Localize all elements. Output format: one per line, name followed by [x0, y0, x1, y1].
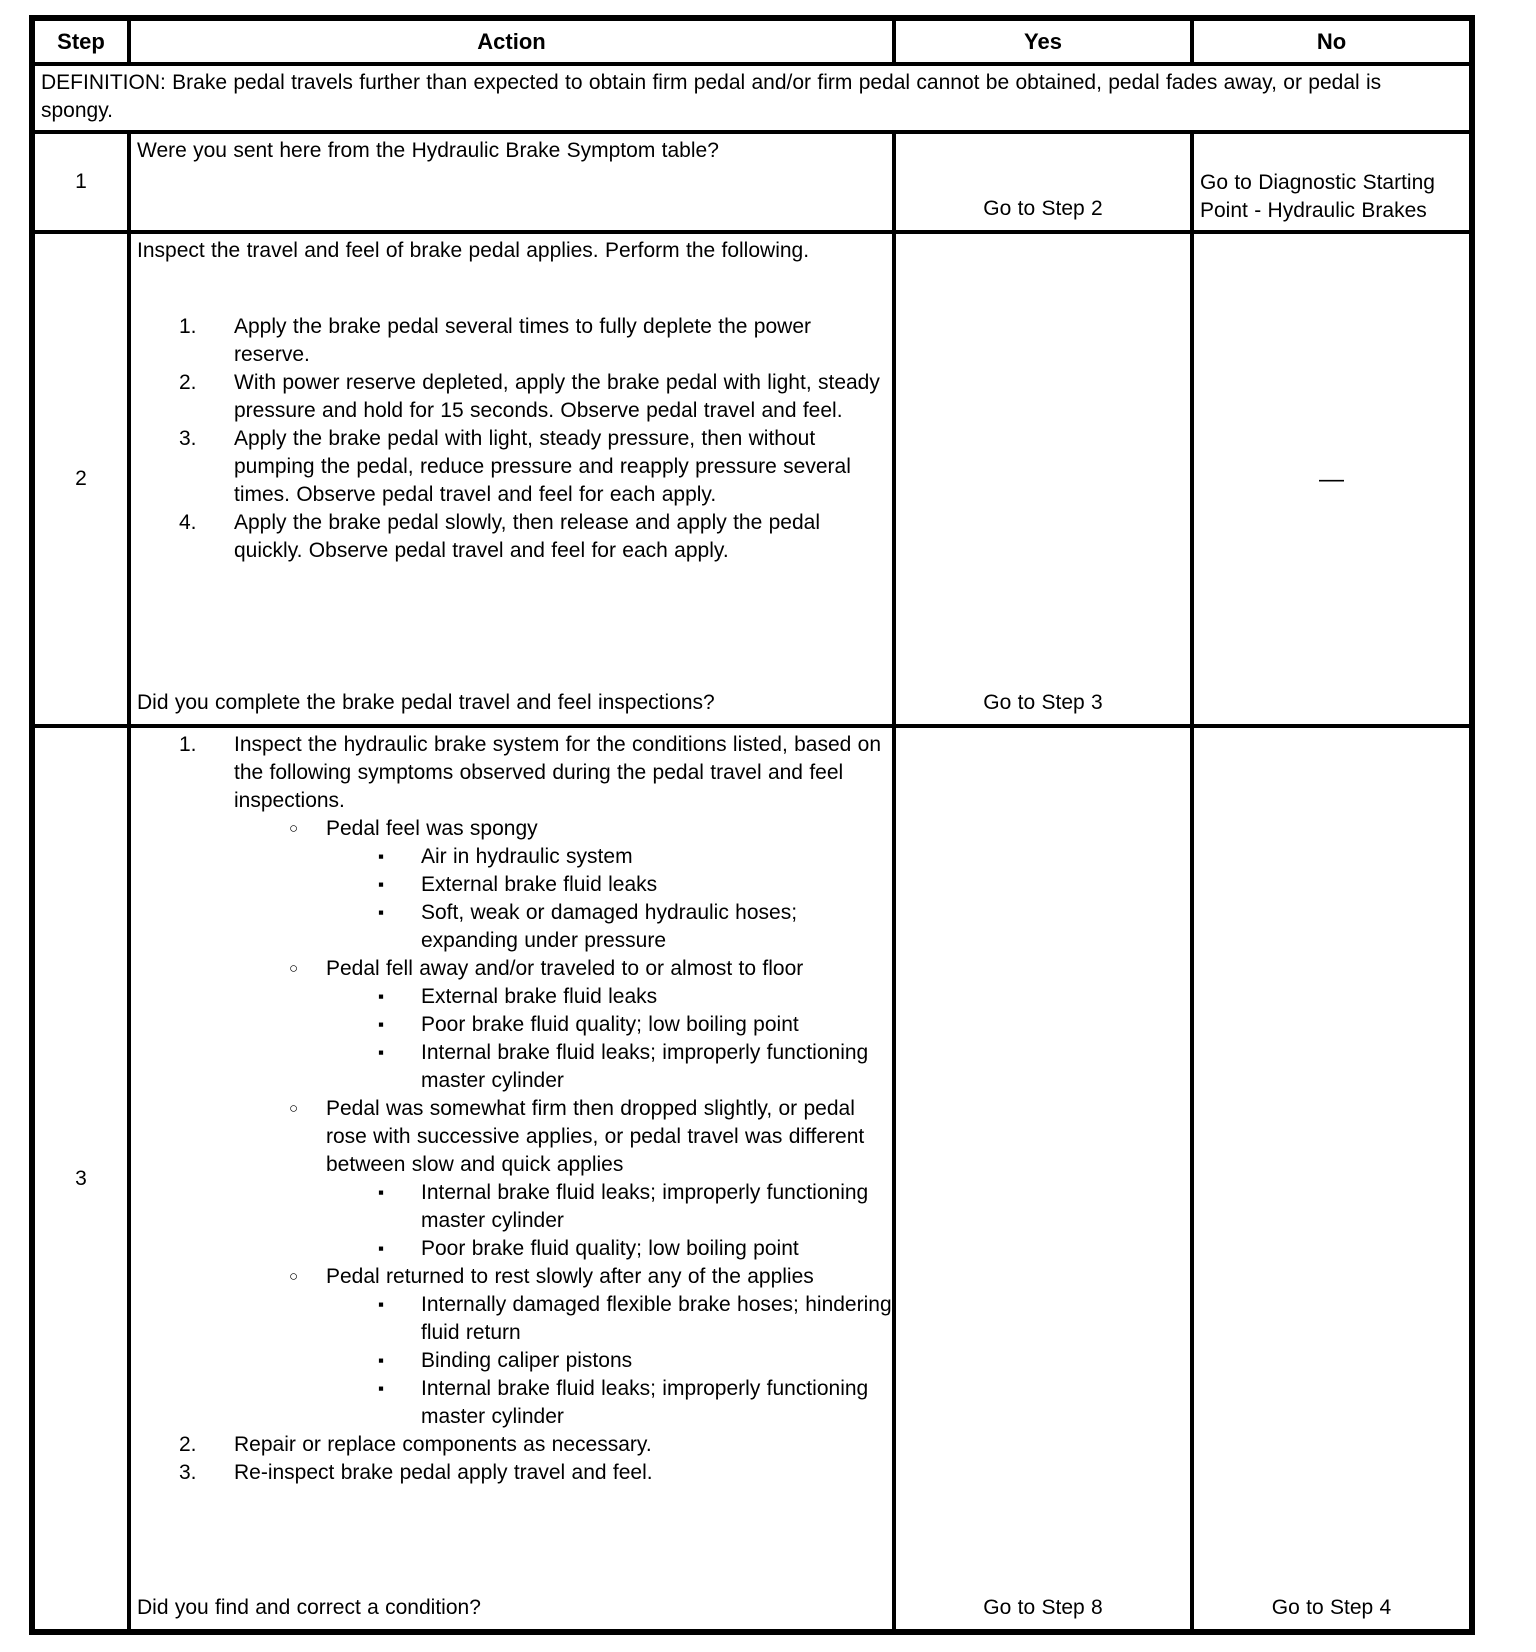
- action-question: Were you sent here from the Hydraulic Brake Symptom table?: [137, 139, 719, 162]
- list-number: 2.: [179, 371, 197, 394]
- yes-cell: Go to Step 2: [894, 132, 1192, 232]
- cause-text: Internally damaged flexible brake hoses; hindering fluid return: [421, 1293, 892, 1344]
- square-bullet-icon: ▪: [378, 1239, 385, 1258]
- cause-item: [378, 1011, 892, 1039]
- list-number: 3.: [179, 427, 197, 450]
- list-number: 4.: [179, 511, 197, 534]
- cause-text: Internal brake fluid leaks; improperly functioning master cylinder: [421, 1377, 869, 1428]
- list-item: [179, 313, 892, 369]
- square-bullet-icon: ▪: [378, 1295, 385, 1314]
- header-row: [32, 18, 1472, 64]
- step-number-cell: 1: [32, 132, 129, 232]
- cause-text: Air in hydraulic system: [421, 845, 633, 868]
- square-bullet-icon: ▪: [378, 1351, 385, 1370]
- square-bullet-icon: ▪: [378, 1043, 385, 1062]
- condition-text: Pedal feel was spongy: [326, 817, 538, 840]
- cause-item: [378, 1039, 892, 1095]
- no-cell: Go to Diagnostic Starting Point - Hydraulic Brakes: [1192, 132, 1472, 232]
- cause-item: [378, 1375, 892, 1431]
- column-header-action: Action: [129, 18, 894, 64]
- square-bullet-icon: ▪: [378, 1379, 385, 1398]
- action-cell: [129, 132, 894, 232]
- cause-text: External brake fluid leaks: [421, 873, 658, 896]
- square-bullet-icon: ▪: [378, 847, 385, 866]
- step-number-cell: 2: [32, 232, 129, 726]
- list-number: 1.: [179, 315, 197, 338]
- action-cell: [129, 726, 894, 1632]
- condition-text: Pedal was somewhat firm then dropped slightly, or pedal rose with successive applies, or pedal travel was different between slow and quick applies: [326, 1097, 865, 1176]
- list-number: 3.: [179, 1461, 197, 1484]
- cause-text: Poor brake fluid quality; low boiling point: [421, 1013, 799, 1036]
- cause-item: [378, 871, 892, 899]
- circle-bullet-icon: ○: [289, 960, 299, 977]
- no-cell: Go to Step 4: [1192, 726, 1472, 1632]
- action-intro: Inspect the travel and feel of brake pedal applies. Perform the following.: [137, 239, 810, 262]
- list-item-text: Apply the brake pedal slowly, then release and apply the pedal quickly. Observe pedal travel and feel for each apply.: [234, 511, 820, 562]
- circle-bullet-icon: ○: [289, 820, 299, 837]
- cause-item: [378, 1291, 892, 1347]
- cause-item: [378, 899, 892, 955]
- cause-item: [378, 843, 892, 871]
- list-item: [179, 1431, 892, 1459]
- step-number-cell: 3: [32, 726, 129, 1632]
- condition-text: Pedal fell away and/or traveled to or almost to floor: [326, 957, 804, 980]
- square-bullet-icon: ▪: [378, 1183, 385, 1202]
- list-item-text: Re-inspect brake pedal apply travel and feel.: [234, 1461, 653, 1484]
- list-item: [179, 1459, 892, 1487]
- action-question: Did you complete the brake pedal travel and feel inspections?: [137, 691, 715, 714]
- definition-row: [32, 64, 1472, 132]
- table-row-step-3: [32, 726, 1472, 1632]
- cause-text: External brake fluid leaks: [421, 985, 658, 1008]
- square-bullet-icon: ▪: [378, 987, 385, 1006]
- list-item: [179, 369, 892, 425]
- cause-item: [378, 1347, 892, 1375]
- cause-item: [378, 1179, 892, 1235]
- cause-text: Internal brake fluid leaks; improperly functioning master cylinder: [421, 1041, 869, 1092]
- list-number: 1.: [179, 733, 197, 756]
- column-header-step: Step: [32, 18, 129, 64]
- cause-text: Internal brake fluid leaks; improperly functioning master cylinder: [421, 1181, 869, 1232]
- diagnostic-table: [29, 15, 1475, 1635]
- cause-item: [378, 1235, 892, 1263]
- action-cell: [129, 232, 894, 726]
- list-item: [179, 425, 892, 509]
- condition-item: [289, 1263, 892, 1431]
- no-cell-dash: —: [1192, 232, 1472, 726]
- numbered-list: [137, 313, 892, 565]
- list-item-text: Repair or replace components as necessary.: [234, 1433, 652, 1456]
- condition-item: [289, 955, 892, 1095]
- yes-cell: Go to Step 3: [894, 232, 1192, 726]
- square-bullet-icon: ▪: [378, 875, 385, 894]
- definition-text: DEFINITION: Brake pedal travels further than expected to obtain firm pedal and/or firm pedal cannot be obtained, pedal fades away, or pedal is spongy.: [32, 64, 1472, 132]
- list-item-text: With power reserve depleted, apply the brake pedal with light, steady pressure and hold for 15 seconds. Observe pedal travel and feel.: [234, 371, 880, 422]
- circle-bullet-icon: ○: [289, 1268, 299, 1285]
- list-item: [179, 509, 892, 565]
- action-question: Did you find and correct a condition?: [137, 1596, 481, 1619]
- list-item-text: Apply the brake pedal with light, steady pressure, then without pumping the pedal, reduce pressure and reapply pressure several times. Observe pedal travel and feel for each apply.: [234, 427, 851, 506]
- table-row-step-1: [32, 132, 1472, 232]
- list-item-text: Inspect the hydraulic brake system for the conditions listed, based on the following symptoms observed during the pedal travel and feel inspections.: [234, 733, 882, 812]
- cause-text: Soft, weak or damaged hydraulic hoses; expanding under pressure: [421, 901, 798, 952]
- square-bullet-icon: ▪: [378, 1015, 385, 1034]
- list-item-text: Apply the brake pedal several times to fully deplete the power reserve.: [234, 315, 811, 366]
- column-header-no: No: [1192, 18, 1472, 64]
- column-header-yes: Yes: [894, 18, 1192, 64]
- circle-bullet-icon: ○: [289, 1100, 299, 1117]
- cause-text: Binding caliper pistons: [421, 1349, 633, 1372]
- yes-cell: Go to Step 8: [894, 726, 1192, 1632]
- condition-item: [289, 815, 892, 955]
- table-row-step-2: [32, 232, 1472, 726]
- condition-text: Pedal returned to rest slowly after any of the applies: [326, 1265, 814, 1288]
- square-bullet-icon: ▪: [378, 903, 385, 922]
- cause-item: [378, 983, 892, 1011]
- cause-text: Poor brake fluid quality; low boiling point: [421, 1237, 799, 1260]
- list-number: 2.: [179, 1433, 197, 1456]
- list-item: [179, 731, 892, 1431]
- condition-item: [289, 1095, 892, 1263]
